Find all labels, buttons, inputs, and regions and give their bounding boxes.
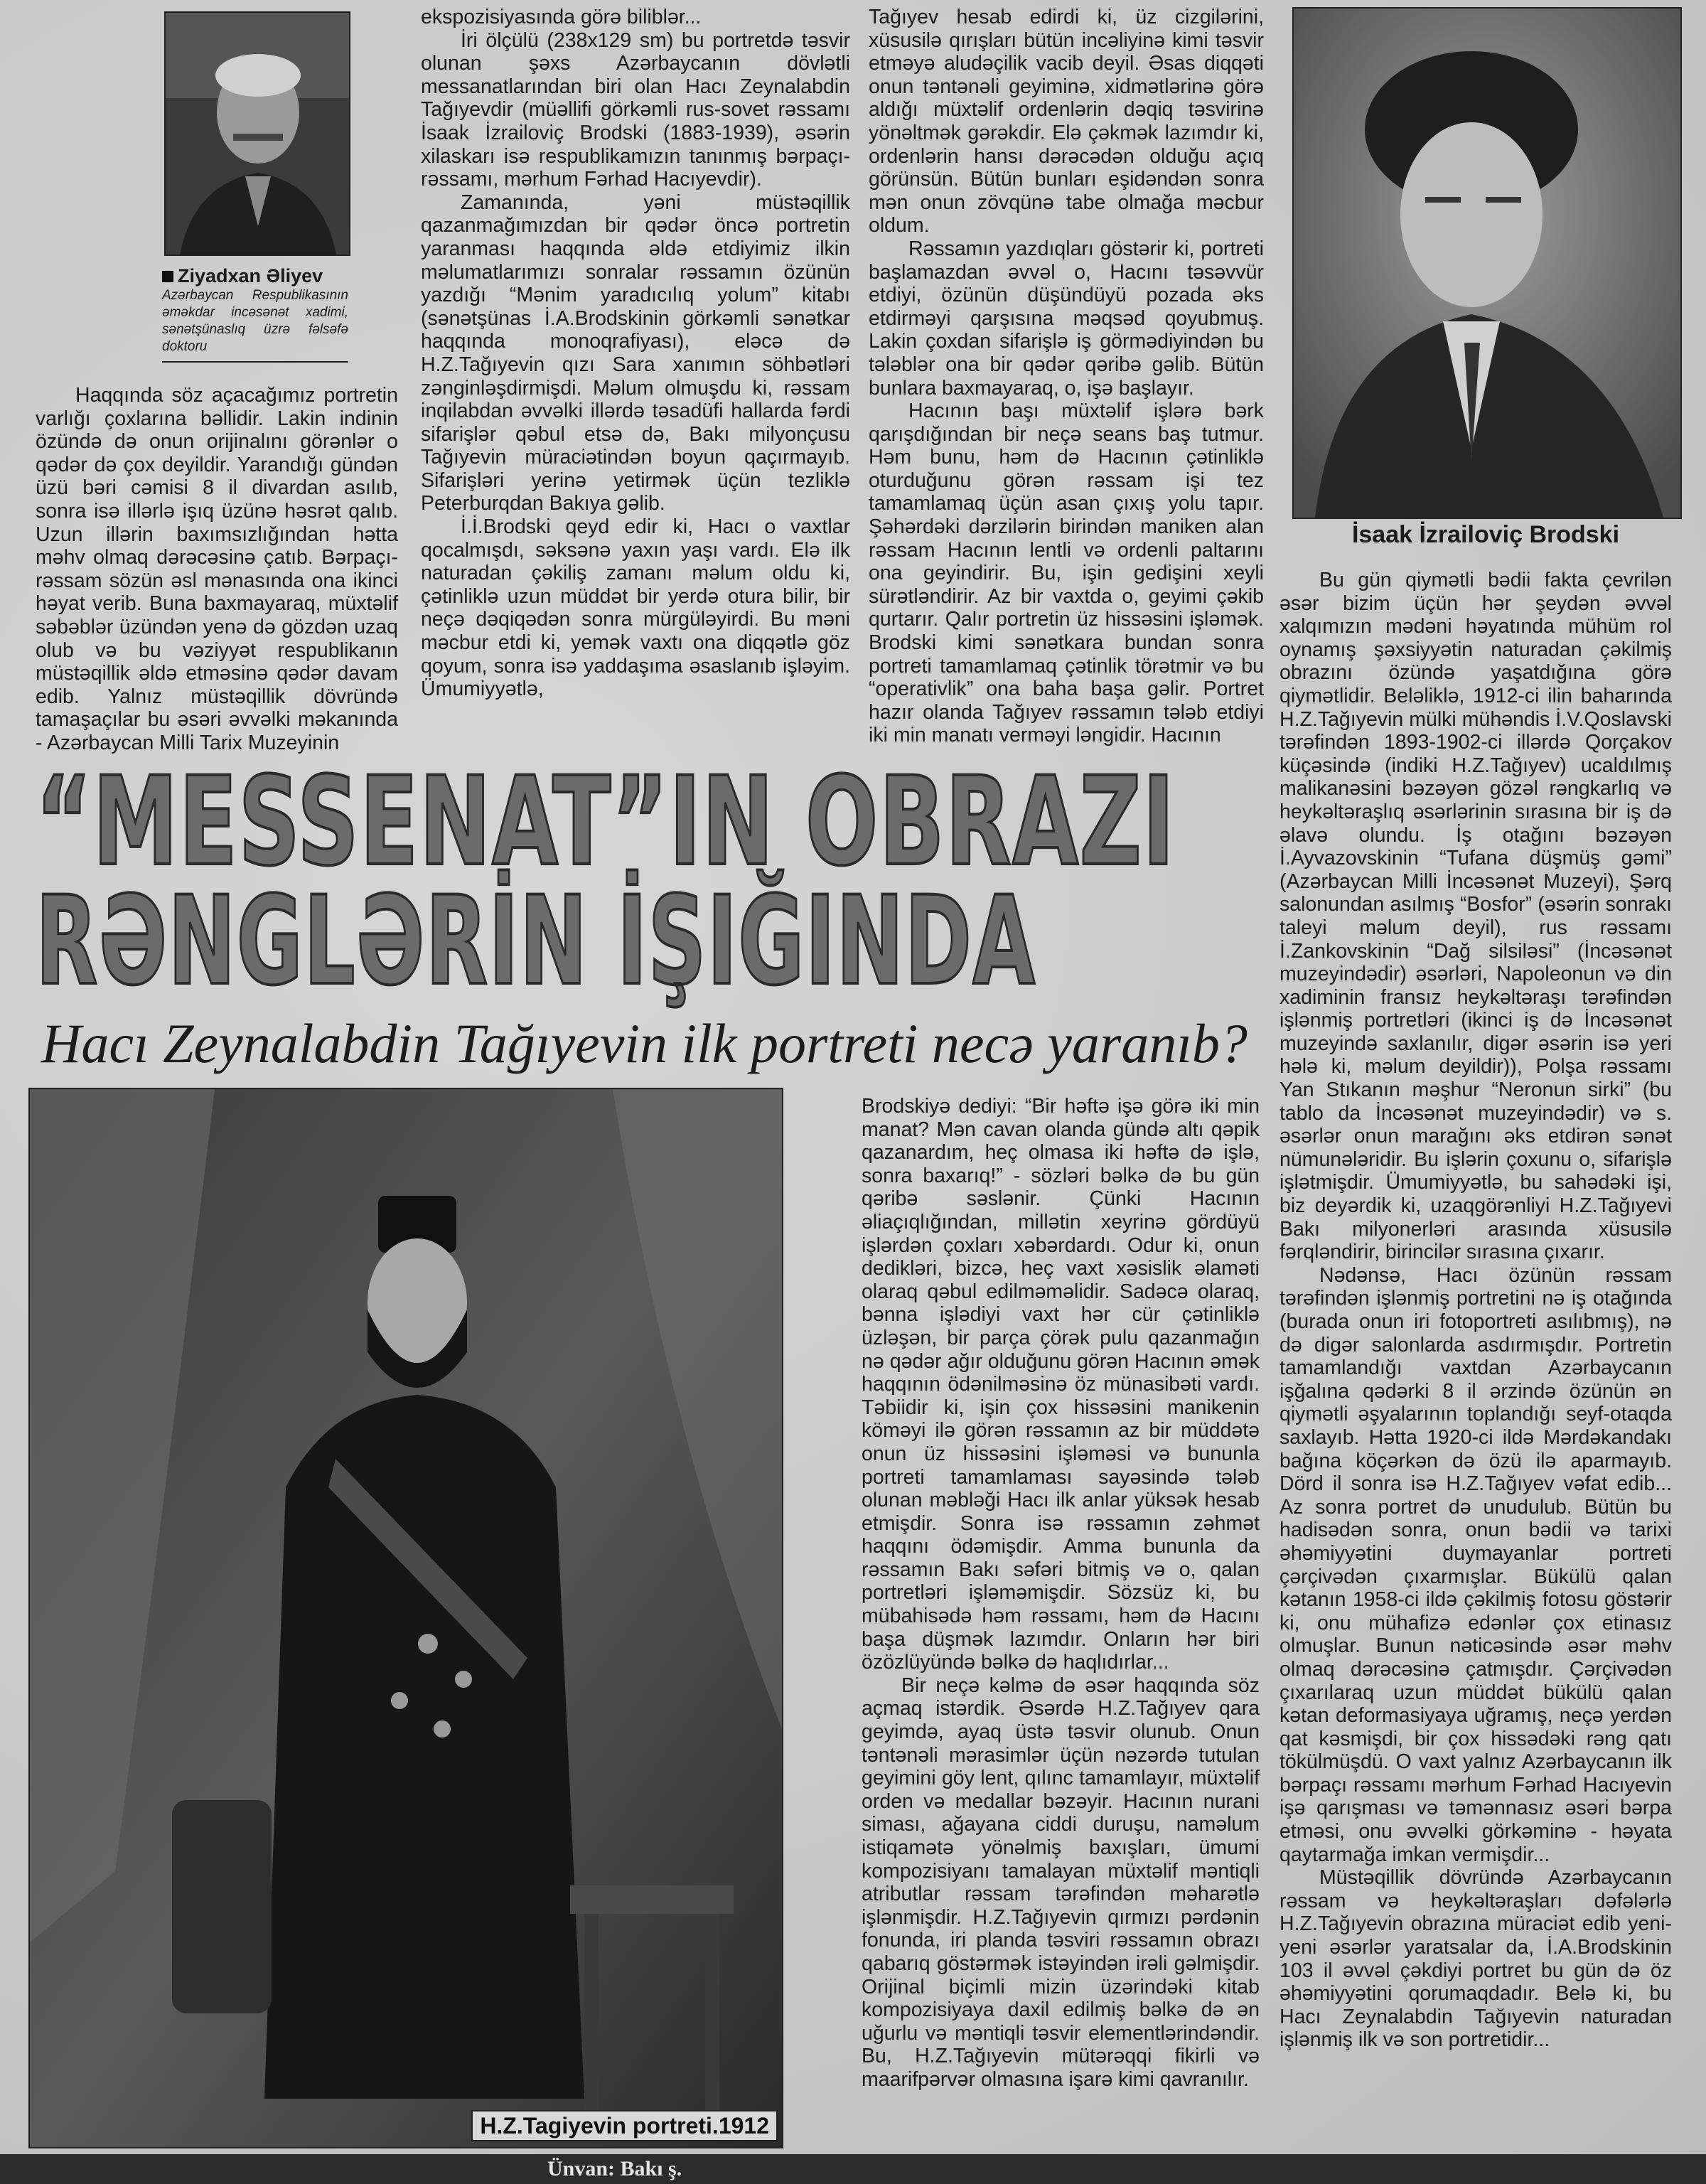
footer-band: [0, 2154, 1706, 2184]
paragraph: Haqqında söz açacağımız portretin varlığı çoxlarına bəllidir. Lakin indinin özündə də onun orijinalını görənlər o qədər də çox deyildir. Yarandığı gündən üzü bəri cəmisi 8 il divardan asılıb, sonra isə illərlə işıq üzünə həsrət qalıb. Uzun illərin baxımsızlığından hətta məhv olmaq dərəcəsinə çatıb. Bərpaçı-rəssam sözün əsl mənasında ona ikinci həyat verib. Buna baxmayaraq, müxtəlif səbəblər üzündən yenə də gözdən uzaq olub və bu vəziyyət respublikanın müstəqillik əldə etməsinə qədər davam edib. Yalnız müstəqillik dövründə tamaşaçılar bu əsəri əvvəlki məkanında - Azərbaycan Milli Tarix Muzeyinin: [36, 384, 398, 754]
headline-line-1: “MESSENAT”IN OBRAZI: [36, 750, 1176, 893]
article-column-3-bottom: [862, 1095, 1260, 2092]
portrait-caption: H.Z.Tagiyevin portreti.1912: [471, 2110, 778, 2141]
brodski-caption: İsaak İzrailoviç Brodski: [1351, 521, 1620, 548]
brodski-portrait-icon: [1294, 9, 1680, 518]
article-column-2: [421, 6, 850, 701]
paragraph: Tağıyev hesab edirdi ki, üz cizgilərini, xüsusilə qırışları bütün incəliyinə kimi təsvir etməyə aludəçilik vacib deyil. Əsas diqqəti onun təntənəli geyiminə, xidmətlərinə görə aldığı müxtəlif ordenlərin dəqiq təsvirinə yönəltmək gərəkdir. Elə çəkmək lazımdır ki, ordenlərin hansı dərəcədən olduğu açıq görünsün. Bütün bunları eşidəndən sonra mən onun zövqünə tabe olmağa məcbur oldum.: [869, 6, 1264, 237]
tagiyev-portrait-icon: [30, 1089, 782, 2147]
tagiyev-portrait-photo: [28, 1088, 783, 2148]
paragraph: Bu gün qiymətli bədii fakta çevrilən əsər bizim üçün hər şeydən əvvəl xalqımızın mədəni həyatında mühüm rol oynamış şəxsiyyətin naturadan çəkilmiş obrazını özündə yaşatdığına görə qiymətlidir. Beləliklə, 1912-ci ilin baharında H.Z.Tağıyevin mülki mühəndis İ.V.Qoslavski tərəfindən 1893-1902-ci illərdə Qorçakov küçəsində (indiki H.Z.Tağıyev) ucaldılmış malikanəsini bəzəyən gözəl rəngkarlıq və heykəltəraşlıq əsərlərinin sırasına bir iş də əlavə olundu. İş otağını bəzəyən İ.Ayvazovskinin “Tufana düşmüş gəmi” (Azərbaycan Milli İncəsənət Muzeyi), Şərq salonundan asılmış “Bosfor” (əsərin sonrakı taleyi məlum deyil), rus rəssamı İ.Zankovskinin “Dağ silsiləsi” (İncəsənət muzeyindədir) əsərləri, Napoleonun və din xadiminin fransız heykəltəraşı tərəfindən işlənmiş portretləri (ikinci iş də İncəsənət muzeyində saxlanılır, digər əsərin isə yeri hələ ki, məlum deyildir)), Polşa rəssamı Yan Stıkanın məşhur “Neronun sirki” (bu tablo da İncəsənət muzeyindədir) və s. əsərlər onun marağını əks etdirən sənət nümunələridir. Bu işlərin çoxunu o, sifarişlə işlətmişdir. Ümumiyyətlə, bu sahədəki işi, biz deyərdik ki, uzaqgörənliyi H.Z.Tağıyevi Bakı milyonerləri arasında xüsusilə fərqləndirir, birincilər sırasına çıxarır.: [1280, 569, 1672, 1264]
headline-subtitle: Hacı Zeynalabdin Tağıyevin ilk portreti necə yaranıb?: [41, 1012, 1248, 1074]
article-column-3-top: [869, 6, 1264, 747]
article-column-4: [1280, 569, 1672, 2052]
author-name: Ziyadxan Əliyev: [162, 264, 348, 287]
author-title: Azərbaycan Respublikasının əməkdar incəsənət xadimi, sənətşünaslıq üzrə fəlsəfə doktoru: [162, 288, 348, 354]
paragraph: İ.İ.Brodski qeyd edir ki, Hacı o vaxtlar qocalmışdı, səksənə yaxın yaşı vardı. Elə ilk naturadan çəkiliş zamanı məlum oldu ki, çətinliklə uzun müddət bir yerdə otura bilir, bir neçə dəqiqədən sonra mürgüləyirdi. Bu məni məcbur etdi ki, yemək vaxtı ona diqqətlə göz qoyum, sonra isə yaddaşıma əsaslanıb işləyim. Ümumiyyətlə,: [421, 515, 850, 701]
author-block: [162, 264, 348, 363]
brodski-photo: [1292, 7, 1682, 519]
footer-address: Ünvan: Bakı ş.: [547, 2157, 682, 2180]
paragraph: İri ölçülü (238x129 sm) bu portretdə təsvir olunan şəxs Azərbaycanın dövlətli messanatlarından biri olan Hacı Zeynalabdin Tağıyevdir (müəllifi görkəmli rus-sovet rəssamı İsaak İzrailoviç Brodski (1883-1939), əsərin xilaskarı isə respublikamızın tanınmış bərpaçı-rəssamı, mərhum Fərhad Hacıyevdir).: [421, 28, 850, 191]
article-column-1: [36, 384, 398, 755]
paragraph: Müstəqillik dövründə Azərbaycanın rəssam və heykəltəraşları dəfələrlə H.Z.Tağıyevin obrazına müraciət edib yeni-yeni əsərlər yaratsalar da, İ.A.Brodskinin 103 il əvvəl çəkdiyi portret bu gün də öz əhəmiyyətini qorumaqdadır. Belə ki, bu Hacı Zeynalabdin Tağıyevin naturadan işlənmiş ilk və son portretidir...: [1280, 1866, 1672, 2052]
paragraph: Hacının başı müxtəlif işlərə bərk qarışdığından bir neçə seans baş tutmur. Həm bunu, həm də Hacının çətinliklə oturduğunu görən rəssam işi tez tamamlamaq üçün asan çıxış yolu tapır. Şəhərdəki dərzilərin birindən maniken alan rəssam Hacının lentli və ordenli paltarını ona geyindirir. Bu, işin gedişini xeyli sürətləndirir. Az bir vaxtda o, geyimi çəkib qurtarır. Qalır portretin üz hissəsini işləmək. Brodski kimi sənətkara bundan sonra portreti tamamlamaq çətinlik törətmir və bu “operativlik” ona baha başa gəlir. Portret hazır olanda Tağıyev rəssamın tələb etdiyi iki min manatı verməyi ləngidir. Hacının: [869, 400, 1264, 747]
paragraph: Brodskiyə dediyi: “Bir həftə işə görə iki min manat? Mən cavan olanda gündə altı qəpik qazanardım, heç olmasa iki həftə də işlə, sonra baxarıq!” - sözləri bəlkə də bu gün qəribə səslənir. Çünki Hacının əliaçıqlığından, millətin xeyrinə gördüyü işlərdən çoxları xəbərdardı. Odur ki, onun dedikləri, bizcə, heç vaxt xəsislik əlaməti olaraq qəbul edilməməlidir. Sadəcə olaraq, bənna işlədiyi vaxt hər cür çətinliklə üzləşən, bir parça çörək pulu qazanmağın nə qədər ağır olduğunu görən Hacının əmək haqqının ödənilməsinə öz münasibəti vardı. Təbiidir ki, işin çox hissəsini manikenin köməyi ilə görən rəssamın az bir müddətə onun üz hissəsini işləməsi və bununla portreti tamamlaması sayəsində tələb olunan məbləği Hacı ilk anlar yüksək hesab etmişdir. Sonra isə rəssamın zəhmət haqqını ödəmişdir. Amma bununla da rəssamın Bakı səfəri bitmiş və o, qalan portretləri işləməmişdir. Sözsüz ki, bu mübahisədə həm rəssamı, həm də Hacını başa düşmək lazımdır. Onların hər biri özözlüyündə bəlkə də haqlıdırlar...: [862, 1095, 1260, 1674]
author-portrait-icon: [166, 13, 349, 255]
headline-line-2: RƏNGLƏRİN İŞIĞINDA: [36, 869, 1036, 1012]
paragraph: Nədənsə, Hacı özünün rəssam tərəfindən işlənmiş portretini nə iş otağında (burada onun iri fotoportreti asılıbmış), nə də digər salonlarda asdırmışdır. Portretin tamamlandığı vaxtdan Azərbaycanın işğalına qədərki 8 il ərzində özünün ən qiymətli əşyalarının toplandığı seyf-otaqda saxlayıb. Hətta 1920-ci ildə Mərdəkandakı bağına köçərkən də özü ilə aparmayıb. Dörd il sonra isə H.Z.Tağıyev vəfat edib... Az sonra portret də unudulub. Bütün bu hadisədən sonra, onun bədii və tarixi əhəmiyyətini duymayanlar portreti çərçivədən çıxarmışlar. Bükülü qalan kətanın 1958-ci ildə çəkilmiş fotosu göstərir ki, onu mühafizə edənlər çox etinasız olmuşlar. Bunun nəticəsində əsər məhv olmaq dərəcəsinə çatmışdır. Çərçivədən çıxarılaraq uzun müddət bükülü qalan kətan deformasiyaya uğramış, neçə yerdən qat kəsmişdi, bir çox hissədəki rəng qatı tökülmüşdü. O vaxt yalnız Azərbaycanın ilk bərpaçı rəssamı mərhum Fərhad Hacıyevin işə qarışması və təmənnasız əsəri bərpa etməsi, onu əvvəlki görkəminə - həyata qaytarmağa imkan vermişdir...: [1280, 1263, 1672, 1866]
square-bullet-icon: [162, 271, 173, 282]
paragraph: Rəssamın yazdıqları göstərir ki, portreti başlamazdan əvvəl o, Hacını təsəvvür etdiyi, özünün düşündüyü pozada əks etdirməyi qarşısına məqsəd qoyubmuş. Lakin çoxdan sifarişlə iş görmədiyindən bu tələblər ona bir qədər qəribə gəlib. Bütün bunlara baxmayaraq, o, işə başlayır.: [869, 237, 1264, 400]
paragraph: ekspozisiyasında görə biliblər...: [421, 6, 702, 28]
paragraph: Zamanında, yəni müstəqillik qazanmağımızdan bir qədər öncə portretin yaranması haqqında əldə etdiyimiz ilkin məlumatlarımızı sonralar rəssamın özünün yazdığı “Mənim yaradıcılıq yolum” kitabı (sənətşünas İ.A.Brodskinin görkəmli sənətkar haqqında monoqrafiyası), eləcə də H.Z.Tağıyevin qızı Sara xanımın söhbətləri zənginləşdirmişdi. Məlum olmuşdu ki, rəssam inqilabdan əvvəlki illərdə təsadüfi hallarda fərdi sifarişlər qəbul etsə də, Bakı milyonçusu Tağıyevin müraciətindən boyun qaçırmayıb. Sifarişləri yerinə yetirmək üçün tezliklə Peterburqdan Bakıya gəlib.: [421, 191, 850, 515]
paragraph: Bir neçə kəlmə də əsər haqqında söz açmaq istərdik. Əsərdə H.Z.Tağıyev qara geyimdə, ayaq üstə təsvir olunub. Onun təntənəli mərasimlər üçün nəzərdə tutulan geyimini göy lent, qılınc tamamlayır, müxtəlif orden və medallar bəzəyir. Hacının nurani siması, ağayana ciddi duruşu, naməlum istiqamətə yönəlmiş baxışları, ümumi kompozisiyanı tamalayan müxtəlif məntiqli atributlar rəssam tərəfindən məharətlə işlənmişdir. H.Z.Tağıyevin qırmızı pərdənin fonunda, iri planda təsviri rəssamın obrazı qabarıq göstərmək istəyindən irəli gəlmişdir. Orijinal biçimli mizin üzərindəki kitab kompozisiyaya daxil edilmiş bəlkə də ən uğurlu və məntiqli təsvir elementlərindəndir. Bu, H.Z.Tağıyevin mütərəqqi fikirli və maarifpərvər olmasına işarə kimi qavranılır.: [862, 1674, 1260, 2091]
author-divider: [162, 361, 348, 363]
author-photo: [164, 11, 350, 256]
